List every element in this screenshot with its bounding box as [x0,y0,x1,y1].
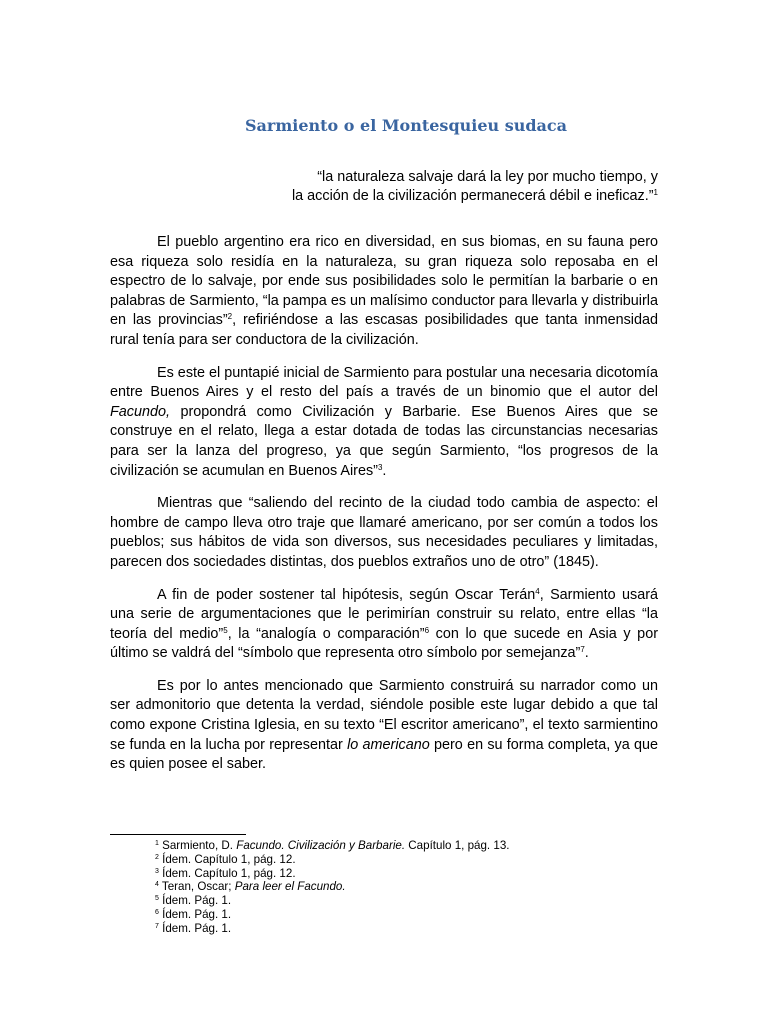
paragraph-1-text-b: , refiriéndose a las escasas posibilidades que tanta inmensidad rural tenía para ser conductora de la civilización. [110,312,658,348]
footnote-6 [155,908,655,922]
body-text [110,233,658,788]
footnote-1 [155,839,655,853]
footnote-2 [155,853,655,867]
footnote-text-end: Capítulo 1, pág. 13. [405,839,510,852]
paragraph-5-text-a: Es por lo antes mencionado que Sarmiento construirá su narrador como un ser admonitorio que detenta la verdad, siéndole posible este lugar debido a que tal como expone Cristina Iglesia, en su texto “El escritor americano”, el texto sarmientino se funda en la lucha por representar [110,677,658,753]
paragraph-1 [110,233,658,351]
footnote-number: 3 [155,867,159,875]
footnote-italic: Facundo. Civilización y Barbarie. [236,839,406,852]
paragraph-2 [110,364,658,482]
footnote-ref-3[interactable]: 3 [377,462,383,472]
footnote-number: 1 [155,840,159,847]
footnote-number: 2 [155,853,159,861]
footnote-ref-4[interactable]: 4 [535,586,540,596]
paragraph-4-text-d: con lo que sucede en Asia y por último se valdrá del “símbolo que representa otro símbolo por semejanza” [110,625,658,662]
footnote-ref-7[interactable]: 7 [580,645,585,655]
footnote-text: Teran, Oscar; [158,880,235,894]
footnote-number: 5 [155,895,159,903]
epigraph-line-2-text: la acción de la civilización permanecerá débil e ineficaz.” [291,188,654,204]
paragraph-2-italic-facundo: Facundo, [110,403,171,420]
footnote-text: Sarmiento, D. [158,839,237,852]
footnote-text: Ídem. Pág. 1. [158,921,232,935]
footnote-5 [155,894,655,908]
epigraph-line-2 [240,187,658,206]
paragraph-4 [110,586,658,664]
footnote-ref-2[interactable]: 2 [227,312,233,322]
paragraph-3-text: Mientras que “saliendo del recinto de la ciudad todo cambia de aspecto: el hombre de campo lleva otro traje que llamaré americano, por ser común a todos los pueblos; sus hábitos de vida son diversos, sus necesidades peculiares y limitadas, parecen dos sociedades distintas, dos pueblos extraños uno de otro” (1845). [110,495,658,570]
footnote-ref-1[interactable]: 1 [653,188,658,197]
footnote-text: Ídem. Pág. 1. [158,894,232,908]
footnote-7 [155,922,655,936]
paragraph-4-text-c: , la “analogía o comparación” [227,625,425,642]
paragraph-4-text-a: A fin de poder sostener tal hipótesis, según Oscar Terán [157,586,536,603]
footnote-number: 6 [155,908,159,916]
paragraph-4-text-b: , Sarmiento usará una serie de argumentaciones que le perimirían construir su relato, entre ellas “la teoría del medio” [110,586,658,642]
paragraph-2-text-a: Es este el puntapié inicial de Sarmiento para postular una necesaria dicotomía entre Buenos Aires y el resto del país a través de un binomio que el autor del [110,364,658,401]
footnotes-list [155,839,655,936]
footnote-ref-6[interactable]: 6 [424,625,430,635]
epigraph-line-1: “la naturaleza salvaje dará la ley por mucho tiempo, y [317,169,658,185]
paragraph-1-text-a: El pueblo argentino era rico en diversidad, en sus biomas, en su fauna pero esa riqueza solo residía en la naturaleza, su gran riqueza solo reposaba en el espectro de lo salvaje, por ende sus posibilidades solo le permitían la barbarie o en palabras de Sarmiento, “la pampa es un malísimo conductor para llevarla y distribuirla en las provincias” [110,234,658,329]
footnote-3 [155,867,655,881]
footnote-text: Ídem. Pág. 1. [158,907,232,921]
footnote-text: Ídem. Capítulo 1, pág. 12. [158,866,296,880]
footnote-ref-5[interactable]: 5 [223,625,228,635]
paragraph-5 [110,677,658,775]
footnote-4 [155,880,655,894]
document-title: Sarmiento o el Montesquieu sudaca [244,116,568,135]
footnote-number: 7 [155,922,159,930]
footnote-text: Ídem. Capítulo 1, pág. 12. [158,852,296,866]
paragraph-2-text-c: . [382,462,387,479]
paragraph-2-text-b: propondrá como Civilización y Barbarie. Ese Buenos Aires que se construye en el relato, llega a estar dotada de todas las circunstancias necesarias para ser la lanza del progreso, ya que según Sarmiento, “los progresos de la civilización se acumulan en Buenos Aires” [110,403,658,479]
epigraph-quote [240,168,658,206]
paragraph-3 [110,494,658,572]
footnote-separator [110,834,246,835]
footnote-italic: Para leer el Facundo. [234,880,346,894]
paragraph-5-text-b: pero en su forma completa, ya que es quien posee el saber. [110,736,658,773]
footnote-number: 4 [155,881,159,889]
paragraph-5-italic-lo-americano: lo americano [347,736,430,753]
paragraph-4-text-e: . [584,645,589,662]
